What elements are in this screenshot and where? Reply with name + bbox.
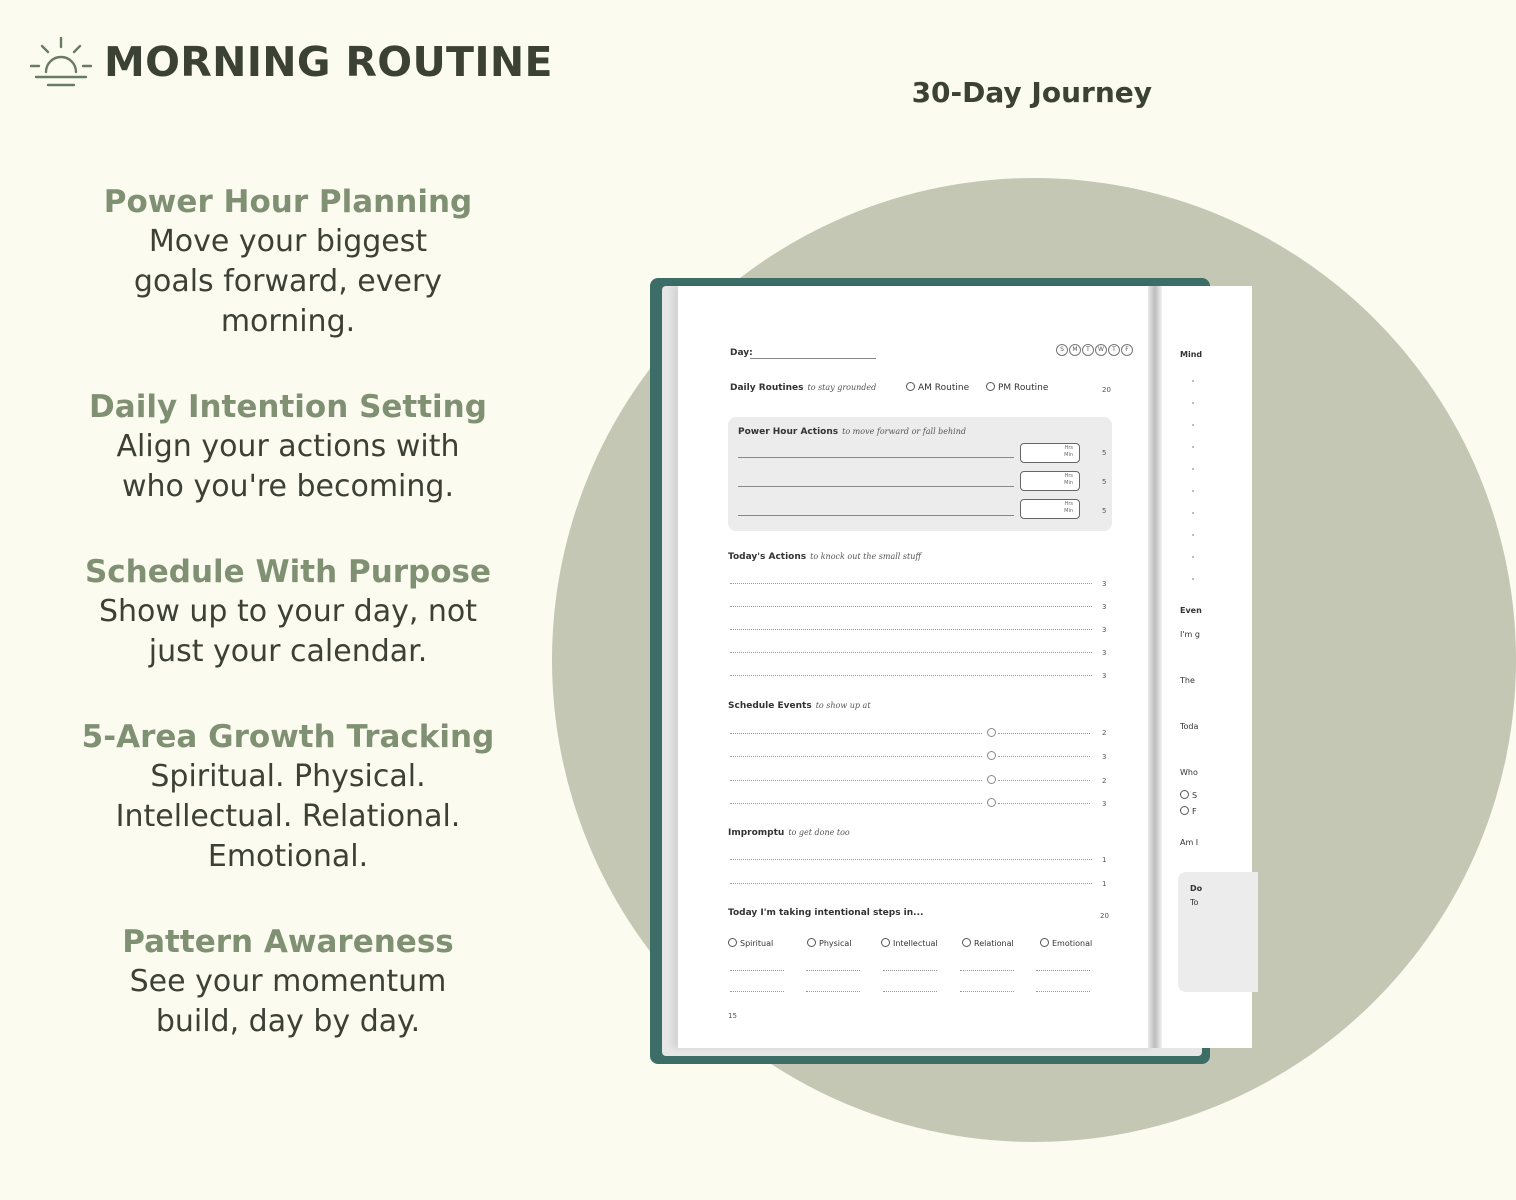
clock-icon — [987, 728, 996, 737]
points-value: 5 — [1102, 478, 1107, 486]
right-fragment: I'm g — [1180, 630, 1200, 639]
weekday-circle: M — [1069, 344, 1081, 356]
planner-right-page — [1162, 286, 1252, 1048]
area-line — [883, 991, 937, 992]
feature-line: just your calendar. — [148, 634, 428, 669]
area-line — [883, 970, 937, 971]
radio-circle-icon — [881, 938, 890, 947]
action-line — [730, 652, 1092, 653]
right-fragment: The — [1180, 676, 1195, 685]
clock-icon — [987, 798, 996, 807]
dot — [1192, 556, 1194, 558]
right-fragment: Toda — [1180, 722, 1199, 731]
points-value: 1 — [1102, 856, 1107, 864]
feature-line: Align your actions with — [116, 429, 460, 464]
points-value: 3 — [1102, 649, 1107, 657]
right-fragment: Am I — [1180, 838, 1199, 847]
area-line — [730, 970, 784, 971]
points-value: 1 — [1102, 880, 1107, 888]
points-value: 5 — [1102, 507, 1107, 515]
radio-circle-icon — [986, 382, 995, 391]
area-line — [1036, 970, 1090, 971]
points-value: 2 — [1102, 777, 1107, 785]
journey-subtitle: 30-Day Journey — [911, 76, 1152, 109]
weekday-circles — [1056, 344, 1133, 356]
power-hour-box — [728, 417, 1112, 531]
dot — [1192, 578, 1194, 580]
area-emotional: Emotional — [1040, 938, 1092, 948]
right-fragment: Mind — [1180, 350, 1203, 359]
feature-growth — [48, 717, 528, 877]
feature-line: goals forward, every — [133, 264, 443, 299]
page-number: 15 — [728, 1012, 737, 1020]
impromptu-line — [730, 859, 1092, 860]
feature-schedule — [48, 552, 528, 672]
radio-circle-icon — [1040, 938, 1049, 947]
header — [28, 30, 553, 94]
radio-circle-icon — [962, 938, 971, 947]
area-relational: Relational — [962, 938, 1014, 948]
power-hour-label: Power Hour Actions to move forward or fall behind — [738, 427, 967, 437]
feature-pattern — [48, 922, 528, 1042]
am-routine-option: AM Routine — [906, 382, 969, 393]
feature-line: Show up to your day, not — [98, 594, 478, 629]
right-fragment: Even — [1180, 606, 1202, 615]
impromptu-line — [730, 883, 1092, 884]
right-fragment: Who — [1180, 768, 1198, 777]
weekday-circle: T — [1108, 344, 1120, 356]
schedule-events-label: Schedule Events to show up at — [728, 701, 871, 711]
event-line — [730, 756, 982, 757]
dot — [1192, 512, 1194, 514]
radio-circle-icon — [728, 938, 737, 947]
right-fragment: To — [1190, 898, 1199, 907]
weekday-circle: W — [1095, 344, 1107, 356]
book-gutter — [1148, 286, 1162, 1048]
power-hour-line — [738, 486, 1014, 487]
clock-icon — [987, 751, 996, 760]
power-hour-line — [738, 457, 1014, 458]
event-time-line — [998, 756, 1090, 757]
points-value: 3 — [1102, 800, 1107, 808]
event-line — [730, 780, 982, 781]
event-time-line — [998, 803, 1090, 804]
feature-line: Move your biggest — [148, 224, 428, 259]
points-value: 2 — [1102, 729, 1107, 737]
action-line — [730, 629, 1092, 630]
radio-circle-icon — [1180, 806, 1189, 815]
feature-title: Power Hour Planning — [103, 184, 473, 220]
time-pill: Hrs Min — [1020, 499, 1080, 519]
daily-routines-label: Daily Routines to stay grounded — [730, 383, 877, 393]
dot — [1192, 446, 1194, 448]
area-line — [960, 970, 1014, 971]
todays-actions-label: Today's Actions to knock out the small stuff — [728, 552, 922, 562]
event-time-line — [998, 780, 1090, 781]
page-title: MORNING ROUTINE — [104, 38, 553, 86]
area-line — [730, 991, 784, 992]
event-line — [730, 803, 982, 804]
action-line — [730, 675, 1092, 676]
feature-title: 5-Area Growth Tracking — [81, 719, 495, 755]
feature-line: See your momentum — [129, 964, 447, 999]
day-line — [750, 358, 876, 359]
time-pill: Hrs Min — [1020, 471, 1080, 491]
weekday-circle: T — [1082, 344, 1094, 356]
points-value: 20 — [1102, 386, 1111, 394]
clock-icon — [987, 775, 996, 784]
area-intellectual: Intellectual — [881, 938, 938, 948]
weekday-circle: F — [1121, 344, 1133, 356]
area-line — [806, 970, 860, 971]
radio-circle-icon — [1180, 790, 1189, 799]
impromptu-label: Impromptu to get done too — [728, 828, 850, 838]
event-time-line — [998, 733, 1090, 734]
sunrise-icon — [28, 32, 94, 92]
event-line — [730, 733, 982, 734]
points-value: 3 — [1102, 672, 1107, 680]
action-line — [730, 583, 1092, 584]
pm-routine-option: PM Routine — [986, 382, 1048, 393]
right-fragment: S — [1180, 790, 1197, 800]
radio-circle-icon — [807, 938, 816, 947]
feature-line: Intellectual. Relational. — [115, 799, 461, 834]
area-spiritual: Spiritual — [728, 938, 773, 948]
action-line — [730, 606, 1092, 607]
weekday-circle: S — [1056, 344, 1068, 356]
dot — [1192, 380, 1194, 382]
points-value: 20 — [1100, 912, 1109, 920]
day-label: Day: — [730, 348, 753, 358]
feature-list — [48, 182, 528, 1087]
points-value: 3 — [1102, 580, 1107, 588]
feature-title: Daily Intention Setting — [89, 389, 487, 425]
area-line — [806, 991, 860, 992]
feature-line: Spiritual. Physical. — [150, 759, 426, 794]
dot — [1192, 534, 1194, 536]
power-hour-line — [738, 515, 1014, 516]
dot — [1192, 424, 1194, 426]
right-fragment: Do — [1190, 884, 1203, 893]
feature-line: who you're becoming. — [122, 469, 454, 504]
feature-line: Emotional. — [207, 839, 369, 874]
feature-title: Schedule With Purpose — [84, 554, 492, 590]
intentional-label: Today I'm taking intentional steps in... — [728, 908, 924, 918]
area-line — [1036, 991, 1090, 992]
dot — [1192, 490, 1194, 492]
area-line — [960, 991, 1014, 992]
area-physical: Physical — [807, 938, 852, 948]
dot — [1192, 402, 1194, 404]
planner-book — [650, 276, 1250, 1066]
points-value: 3 — [1102, 753, 1107, 761]
feature-intention — [48, 387, 528, 507]
points-value: 3 — [1102, 626, 1107, 634]
right-fragment: F — [1180, 806, 1197, 816]
feature-line: morning. — [220, 304, 356, 339]
feature-power-hour — [48, 182, 528, 342]
feature-line: build, day by day. — [155, 1004, 421, 1039]
dot — [1192, 468, 1194, 470]
radio-circle-icon — [906, 382, 915, 391]
points-value: 5 — [1102, 449, 1107, 457]
time-pill: Hrs Min — [1020, 443, 1080, 463]
points-value: 3 — [1102, 603, 1107, 611]
feature-title: Pattern Awareness — [122, 924, 454, 960]
planner-left-page — [678, 286, 1156, 1048]
